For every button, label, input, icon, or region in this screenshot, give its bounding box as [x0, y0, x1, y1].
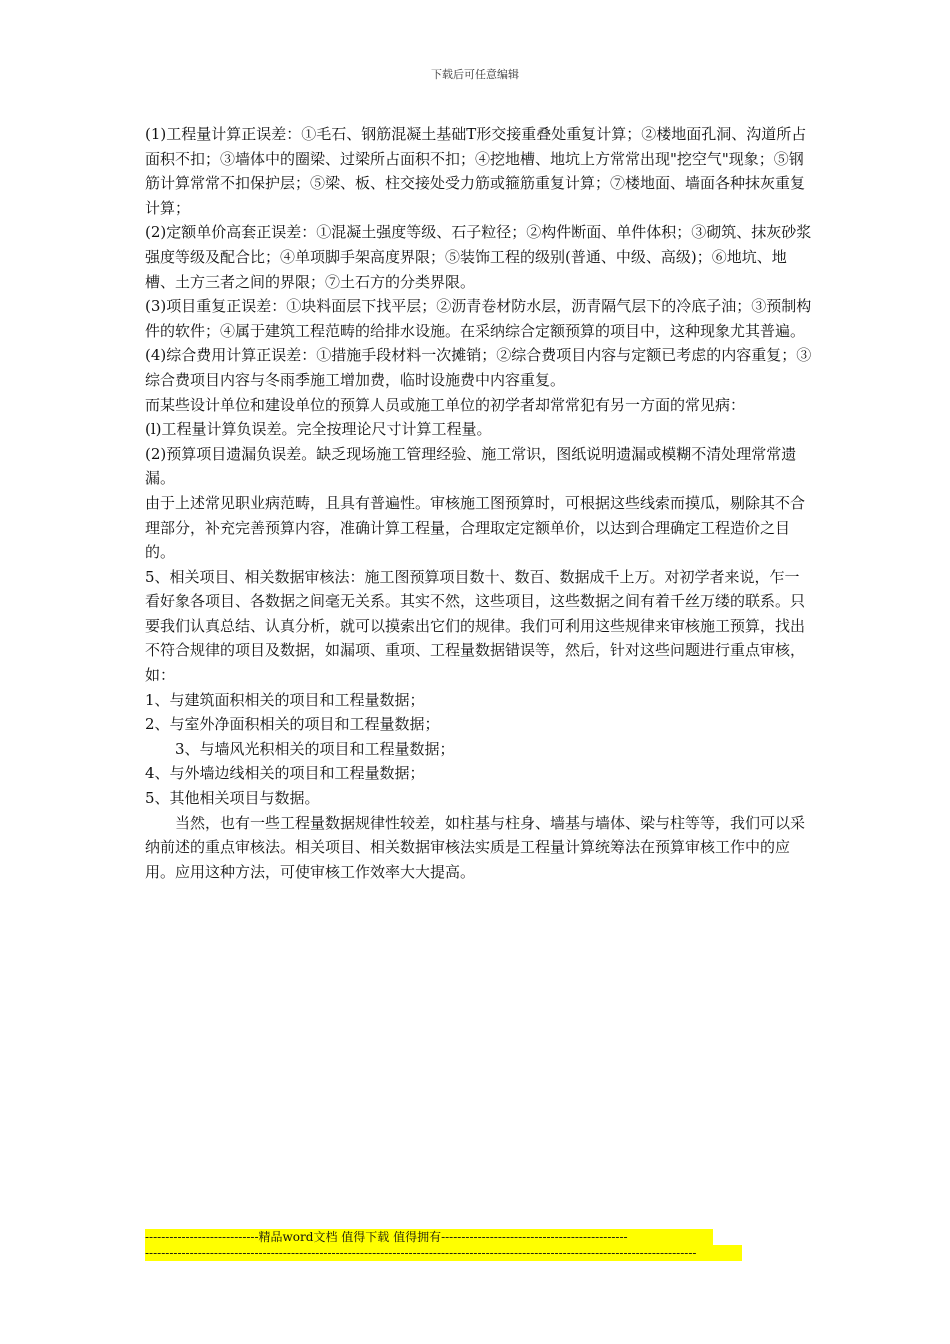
paragraph: 5、相关项目、相关数据审核法：施工图预算项目数十、数百、数据成千上万。对初学者来说，乍一看好象各项目、各数据之间毫无关系。其实不然，这些项目，这些数据之间有着千丝万缕的联系。只要我们认真总结、认真分析，就可以摸索出它们的规律。我们可利用这些规律来审核施工预算，找出不符合规律的项目及数据，如漏项、重项、工程量数据错误等，然后，针对这些问题进行重点审核，如：: [145, 567, 806, 685]
page-footer: [145, 1229, 742, 1261]
footer-divider-line: ----------------------------------------------------------------------------------------------------------------------------------------: [145, 1245, 742, 1261]
paragraph: (4)综合费用计算正误差：①措施手段材料一次摊销；②综合费项目内容与定额已考虑的内容重复；③综合费项目内容与冬雨季施工增加费，临时设施费中内容重复。: [145, 346, 812, 389]
paragraph: (1)工程量计算正误差：①毛石、钢筋混凝土基础T形交接重叠处重复计算；②楼地面孔洞、沟道所占面积不扣；③墙体中的圈梁、过梁所占面积不扣；④挖地槽、地坑上方常常出现"挖空气"现象；⑤钢筋计算常常不扣保护层；⑤梁、板、柱交接处受力筋或箍筋重复计算；⑦楼地面、墙面各种抹灰重复计算；: [145, 125, 807, 217]
paragraph: 而某些设计单位和建设单位的预算人员或施工单位的初学者却常常犯有另一方面的常见病：: [145, 395, 746, 414]
list-item: 4、与外墙边线相关的项目和工程量数据；: [145, 764, 425, 783]
list-item: 3、与墙风光积相关的项目和工程量数据；: [175, 739, 455, 758]
paragraph: 由于上述常见职业病范畴，且具有普遍性。审核施工图预算时，可根据这些线索而摸瓜，剔除其不合理部分，补充完善预算内容，准确计算工程量，合理取定定额单价，以达到合理确定工程造价之目的。: [145, 493, 806, 562]
list-item: 1、与建筑面积相关的项目和工程量数据；: [145, 690, 425, 709]
page-header: 下载后可任意编辑: [431, 68, 519, 81]
paragraph: (l)工程量计算负误差。完全按理论尺寸计算工程量。: [145, 420, 492, 439]
footer-banner-line: ----------------------------精品word文档 值得下载 值得拥有----------------------------------------------: [145, 1229, 713, 1245]
paragraph: (2)定额单价高套正误差：①混凝土强度等级、石子粒径；②构件断面、单件体积；③砌筑、抹灰砂浆强度等级及配合比；④单项脚手架高度界限；⑤装饰工程的级别(普通、中级、高级)；⑥地坑、地槽、土方三者之间的界限；⑦土石方的分类界限。: [145, 223, 812, 291]
list-item: 5、其他相关项目与数据。: [145, 789, 320, 808]
paragraph: (2)预算项目遗漏负误差。缺乏现场施工管理经验、施工常识，图纸说明遗漏或模糊不清处理常常遗漏。: [145, 444, 797, 488]
paragraph: (3)项目重复正误差：①块料面层下找平层；②沥青卷材防水层，沥青隔气层下的冷底子油；③预制构件的软件；④属于建筑工程范畴的给排水设施。在采纳综合定额预算的项目中，这种现象尤其普遍。: [145, 297, 812, 340]
document-body: [145, 122, 813, 884]
paragraph: 当然，也有一些工程量数据规律性较差，如柱基与柱身、墙基与墙体、梁与柱等等，我们可以采纳前述的重点审核法。相关项目、相关数据审核法实质是工程量计算统筹法在预算审核工作中的应用。应用这种方法，可使审核工作效率大大提高。: [145, 813, 806, 881]
list-item: 2、与室外净面积相关的项目和工程量数据；: [145, 715, 440, 734]
